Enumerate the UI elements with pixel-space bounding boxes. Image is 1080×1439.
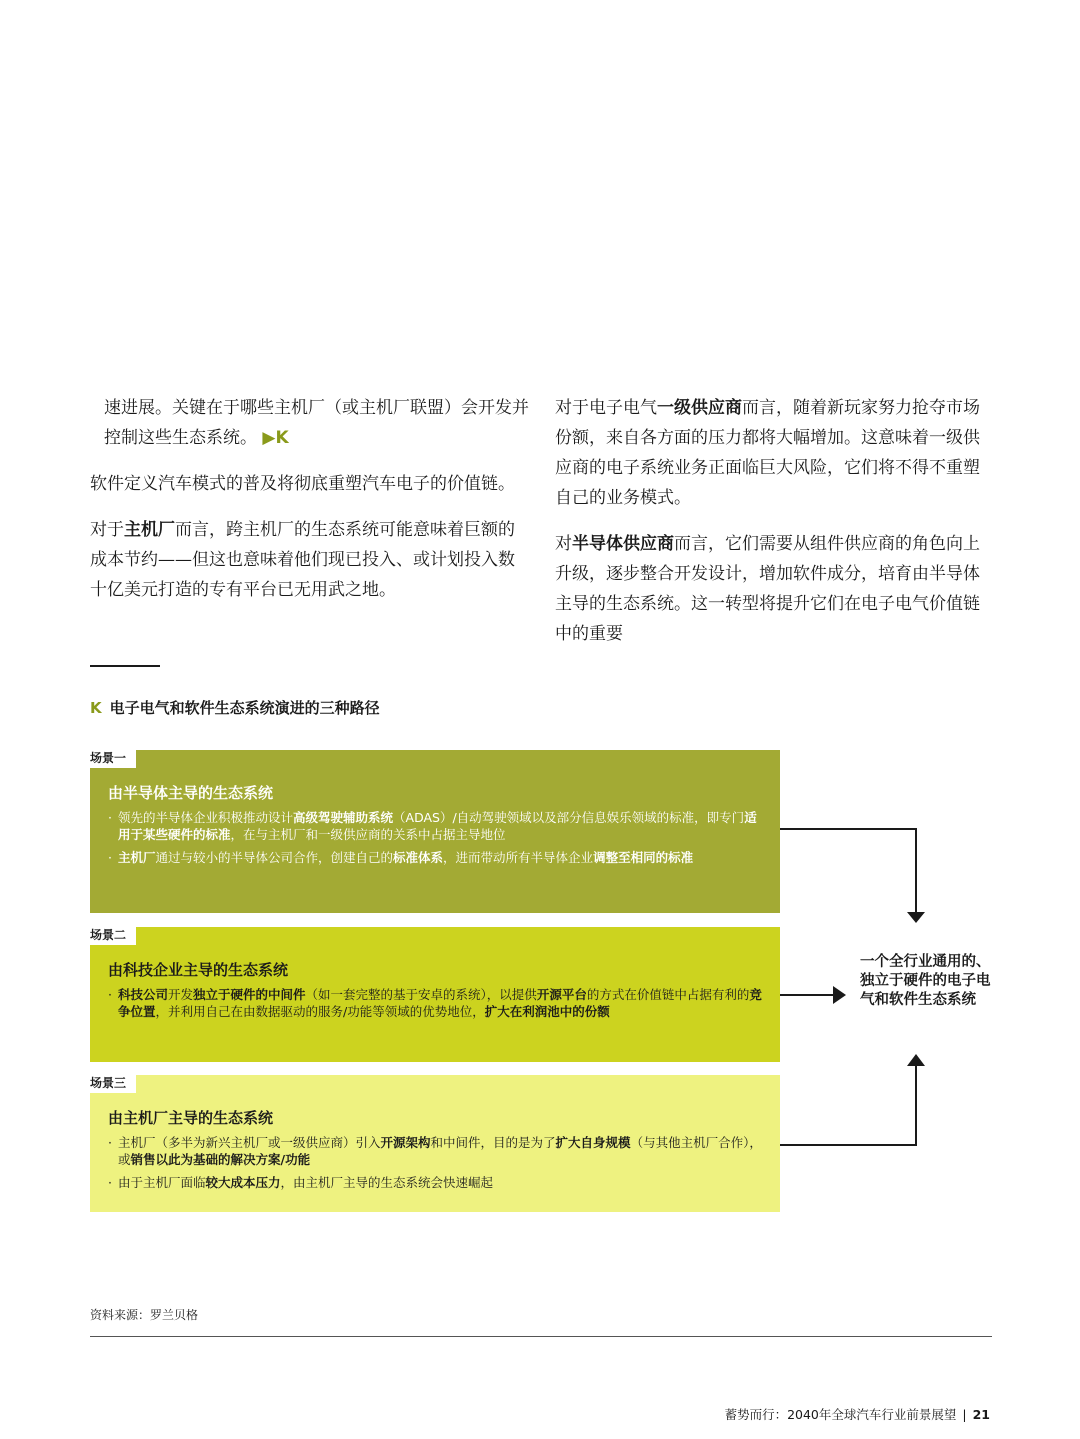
scenario-1-title: 由半导体主导的生态系统 bbox=[108, 784, 274, 802]
arrow-down-icon bbox=[907, 912, 925, 923]
right-paragraph-2: 对半导体供应商而言，它们需要从组件供应商的角色向上升级，逐步整合开发设计，增加软件成分，培育由半导体主导的生态系统。这一转型将提升它们在电子电气价值链中的重要 bbox=[555, 534, 980, 644]
footer-rule bbox=[90, 1336, 992, 1337]
scenario-3-tag: 场景三 bbox=[90, 1072, 136, 1093]
left-paragraph-2: 软件定义汽车模式的普及将彻底重塑汽车电子的价值链。 bbox=[90, 474, 515, 494]
left-paragraph-3: 对于主机厂而言，跨主机厂的生态系统可能意味着巨额的成本节约——但这也意味着他们现已投入、或计划投入数十亿美元打造的专有平台已无用武之地。 bbox=[90, 520, 515, 600]
arrow-right-icon bbox=[833, 986, 846, 1004]
source-note: 资料来源：罗兰贝格 bbox=[90, 1308, 199, 1322]
arrow-up-icon bbox=[907, 1054, 925, 1066]
scenario-3-bullet-1: · 主机厂（多半为新兴主机厂或一级供应商）引入开源架构和中间件，目的是为了扩大自身规模（与其他主机厂合作），或销售以此为基础的解决方案/功能 bbox=[108, 1134, 762, 1168]
footer-title: 蓄势而行：2040年全球汽车行业前景展望 bbox=[724, 1407, 957, 1422]
scenario-1-bullet-1: · 领先的半导体企业积极推动设计高级驾驶辅助系统（ADAS）/自动驾驶领域以及部分信息娱乐领域的标准，即专门适用于某些硬件的标准，在与主机厂和一级供应商的关系中占据主导地位 bbox=[108, 809, 762, 843]
scenario-3-title: 由主机厂主导的生态系统 bbox=[108, 1109, 274, 1127]
scenario-3-bullet-2: · 由于主机厂面临较大成本压力，由主机厂主导的生态系统会快速崛起 bbox=[108, 1174, 762, 1191]
connector-scenario-1 bbox=[780, 829, 916, 914]
scenario-1-bullet-2: · 主机厂通过与较小的半导体公司合作，创建自己的标准体系，进而带动所有半导体企业调整至相同的标准 bbox=[108, 849, 762, 866]
scenario-2-title: 由科技企业主导的生态系统 bbox=[108, 961, 289, 979]
page-number: 21 bbox=[972, 1407, 990, 1422]
scenario-2-bullet-1: · 科技公司开发独立于硬件的中间件（如一套完整的基于安卓的系统），以提供开源平台的方式在价值链中占据有利的竞争位置，并利用自己在由数据驱动的服务/功能等领域的优势地位，扩大在利润池中的份额 bbox=[108, 986, 762, 1020]
scenario-2-tag: 场景二 bbox=[90, 924, 136, 945]
scenario-1-tag: 场景一 bbox=[90, 747, 136, 768]
figure-reference-link[interactable]: ▶K bbox=[262, 428, 289, 448]
outcome-label: 一个全行业通用的、独立于硬件的电子电气和软件生态系统 bbox=[860, 954, 991, 1008]
left-paragraph-1: 速进展。关键在于哪些主机厂（或主机厂联盟）会开发并控制这些生态系统。 ▶K bbox=[104, 398, 529, 448]
figure-letter: K bbox=[90, 699, 102, 717]
right-paragraph-1: 对于电子电气一级供应商而言，随着新玩家努力抢夺市场份额，来自各方面的压力都将大幅增加。这意味着一级供应商的电子系统业务正面临巨大风险，它们将不得不重塑自己的业务模式。 bbox=[555, 398, 980, 508]
connector-scenario-3 bbox=[780, 1064, 916, 1145]
footer-separator: | bbox=[962, 1407, 967, 1422]
figure-title: K 电子电气和软件生态系统演进的三种路径 bbox=[90, 699, 380, 717]
page-footer bbox=[725, 1405, 990, 1423]
